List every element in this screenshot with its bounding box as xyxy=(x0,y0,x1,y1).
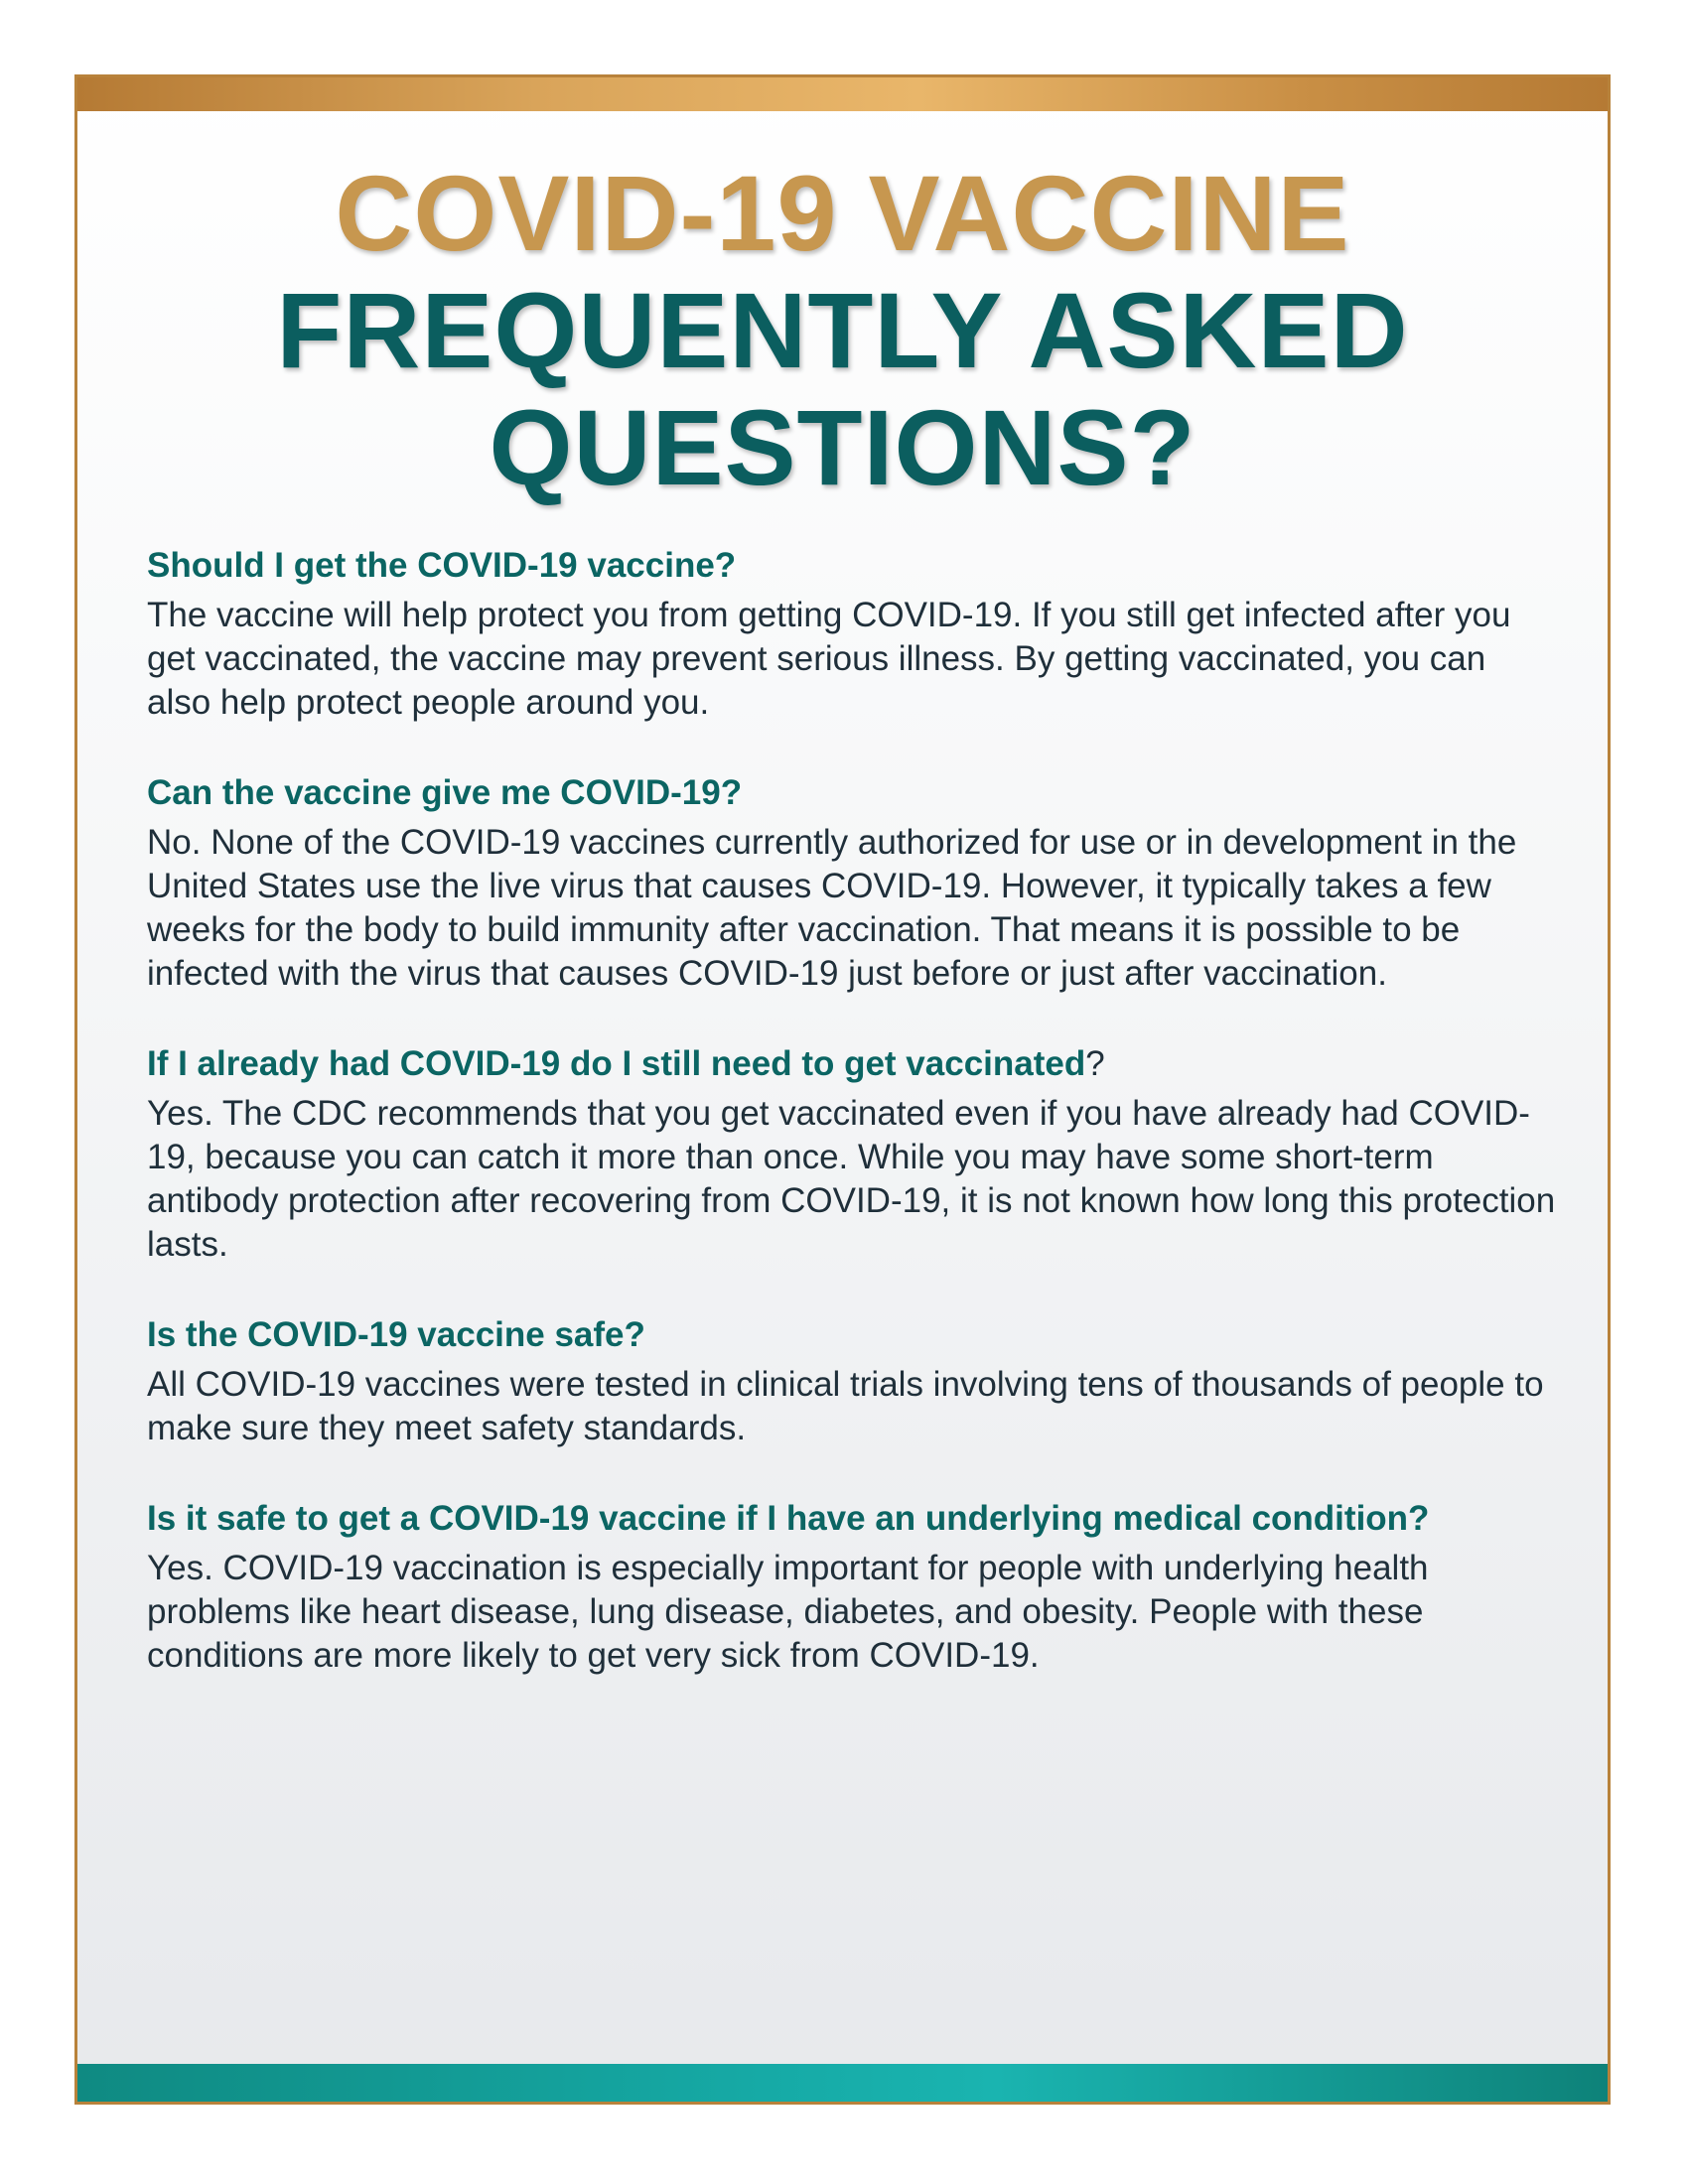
faq-item-underlying-condition xyxy=(147,1497,1557,1678)
title-line-1: COVID-19 VACCINE xyxy=(335,153,1350,274)
flyer-frame xyxy=(74,74,1611,2105)
faq-answer: No. None of the COVID-19 vaccines currently authorized for use or in development in the United States use the live virus that causes COVID-19. However, it typically takes a few weeks for the body to build immunity after vaccination. That means it is possible to be infected with the virus that causes COVID-19 just before or just after vaccination. xyxy=(147,823,1517,993)
faq-answer: All COVID-19 vaccines were tested in clinical trials involving tens of thousands of people to make sure they meet safety standards. xyxy=(147,1365,1544,1447)
faq-item-should-i-get-vaccine xyxy=(147,544,1557,725)
title-line-3: QUESTIONS? xyxy=(489,387,1196,508)
faq-item-can-vaccine-give-covid xyxy=(147,771,1557,996)
faq-question: Can the vaccine give me COVID-19? xyxy=(147,773,743,812)
bottom-teal-band xyxy=(77,2064,1608,2102)
faq-item-is-vaccine-safe xyxy=(147,1313,1557,1450)
faq-question: Is it safe to get a COVID-19 vaccine if I have an underlying medical condition? xyxy=(147,1499,1430,1538)
faq-question: Should I get the COVID-19 vaccine? xyxy=(147,546,737,585)
faq-list xyxy=(147,544,1557,1724)
page-title xyxy=(77,153,1608,508)
faq-question: If I already had COVID-19 do I still need to get vaccinated? xyxy=(147,1044,1105,1083)
faq-question: Is the COVID-19 vaccine safe? xyxy=(147,1315,645,1354)
faq-item-already-had-covid xyxy=(147,1042,1557,1267)
top-gold-band xyxy=(77,77,1608,111)
faq-answer: The vaccine will help protect you from getting COVID-19. If you still get infected after you get vaccinated, the vaccine may prevent serious illness. By getting vaccinated, you can also help protect people around you. xyxy=(147,596,1511,722)
faq-answer: Yes. COVID-19 vaccination is especially important for people with underlying health problems like heart disease, lung disease, diabetes, and obesity. People with these conditions are more likely to get very sick from COVID-19. xyxy=(147,1549,1429,1675)
title-line-2: FREQUENTLY ASKED xyxy=(276,270,1409,391)
faq-answer: Yes. The CDC recommends that you get vaccinated even if you have already had COVID-19, because you can catch it more than once. While you may have some short-term antibody protection after recovering from COVID-19, it is not known how long this protection lasts. xyxy=(147,1094,1556,1264)
